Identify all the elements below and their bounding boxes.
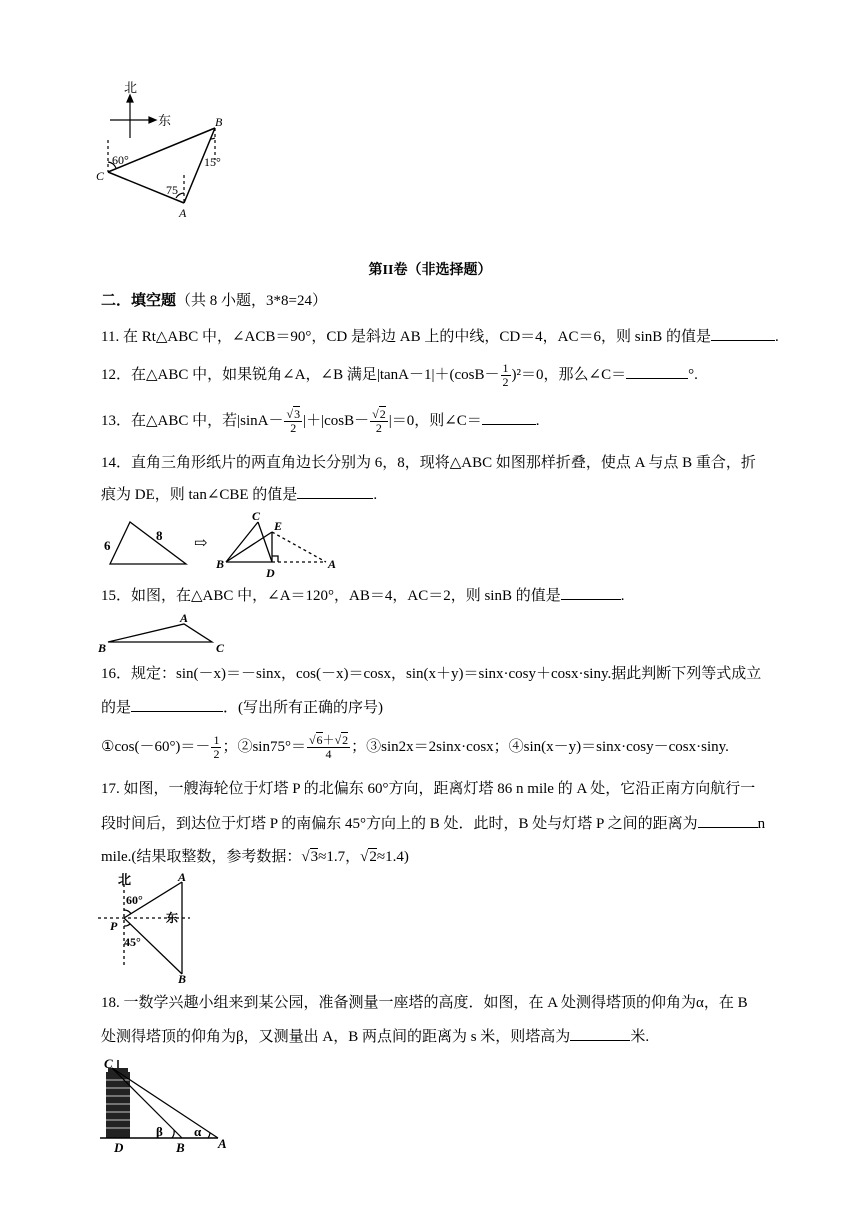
q16-opt1-num: 1 (213, 733, 220, 747)
lighthouse-east: 东 (166, 911, 179, 925)
angle-75-label: 75 (166, 183, 178, 197)
tower-point-c: C (104, 1056, 113, 1071)
q11-answer-blank[interactable] (711, 326, 775, 341)
question-18-line1: 18. 一数学兴趣小组来到某公园，准备测量一座塔的高度．如图，在 A 处测得塔顶的仰角为α，在 B (101, 995, 748, 1011)
q17-answer-blank[interactable] (698, 813, 758, 828)
north-label: 北 (124, 80, 138, 95)
tri120-point-a: A (180, 612, 189, 625)
q12-answer-blank[interactable] (626, 364, 688, 379)
q14-line2-text: 痕为 DE，则 tan∠CBE 的值是 (101, 487, 298, 503)
lighthouse-north: 北 (118, 872, 132, 887)
figure-lighthouse (94, 870, 204, 984)
q13-answer-blank[interactable] (482, 410, 536, 425)
q13-f1-radicand: 3 (294, 407, 301, 421)
point-b-label: B (215, 115, 223, 129)
lighthouse-point-a: A (178, 870, 187, 884)
q13-mid: |＋|cosB－ (303, 412, 370, 429)
q16-opt2-plus: ＋ (322, 733, 335, 747)
figure-fold-triangle (100, 510, 350, 580)
tower-point-a: A (218, 1136, 227, 1151)
tower-angle-alpha: α (194, 1124, 202, 1139)
q13-f1-num: √3 (286, 407, 301, 421)
q17-line2-pre: 段时间后，到达位于灯塔 P 的南偏东 45°方向上的 B 处．此时，B 处与灯塔 P 之间的距离为 (101, 816, 698, 832)
lighthouse-point-b: B (178, 972, 187, 984)
q18-line2-pre: 处测得塔顶的仰角为β，又测量出 A，B 两点间的距离为 s 米，则塔高为 (101, 1029, 571, 1045)
q13-f2-den: 2 (375, 421, 382, 435)
fold-side-6: 6 (104, 538, 111, 553)
q15-answer-blank[interactable] (561, 585, 621, 600)
q16-opt2-radicand-b: 2 (342, 733, 349, 747)
figure-tower (96, 1056, 236, 1156)
question-15 (101, 585, 624, 606)
tower-point-d: D (114, 1140, 124, 1155)
q12-mid: )²＝0，那么∠C＝ (511, 366, 627, 383)
section-heading (101, 291, 327, 311)
tri120-point-b: B (98, 641, 107, 654)
lighthouse-angle60: 60° (126, 893, 143, 907)
q17-line3-pre: mile.(结果取整数，参考数据： (101, 849, 302, 865)
q14-end: . (373, 487, 378, 503)
q13-f2-num: √2 (372, 407, 386, 421)
q12-fraction (501, 362, 511, 389)
question-16-line1: 16．规定：sin(－x)＝－sinx，cos(－x)＝cosx，sin(x＋y)＝sinx·cosy＋cosx·siny.据此判断下列等式成立 (101, 666, 762, 682)
q13-pre: 13．在△ABC 中，若|sinA－ (101, 412, 284, 429)
q16-opt2-pre: ；②sin75°＝ (222, 738, 306, 755)
angle-60-label: 60° (112, 153, 129, 167)
fold-point-a: A (328, 557, 337, 571)
q16-line2-pre: 的是 (101, 700, 132, 716)
fold-point-e: E (274, 519, 283, 533)
question-17-line2 (101, 813, 765, 834)
question-14-line2 (101, 484, 377, 505)
fold-side-8: 8 (156, 528, 163, 543)
q13-fraction-2 (370, 408, 388, 435)
q15-text: 15．如图，在△ABC 中，∠A＝120°，AB＝4，AC＝2，则 sinB 的值是 (101, 588, 561, 604)
q15-end: . (620, 588, 625, 604)
q16-opt1-den: 2 (213, 747, 220, 761)
question-12 (101, 362, 698, 389)
q11-end: . (775, 329, 779, 345)
q17-sqrt3: 3 (310, 849, 319, 865)
q12-pre: 12．在△ABC 中，如果锐角∠A，∠B 满足|tanA－1|＋(cosB－ (101, 366, 500, 383)
section-heading-label: 二．填空题 (101, 293, 177, 309)
q12-frac-den: 2 (502, 375, 509, 389)
q12-frac-num: 1 (502, 361, 509, 375)
section-heading-note: （共 8 小题，3*8=24） (176, 293, 327, 309)
tower-angle-beta: β (156, 1124, 163, 1139)
fold-point-d: D (266, 566, 275, 580)
question-16-line2 (101, 697, 383, 718)
point-c-label: C (96, 169, 105, 183)
point-a-label: A (179, 206, 187, 220)
section-title: 第II卷（非选择题） (368, 263, 492, 278)
angle-15-label: 15° (204, 155, 221, 169)
question-11 (101, 326, 779, 347)
q12-end: °. (688, 366, 698, 383)
q18-answer-blank[interactable] (570, 1026, 630, 1041)
q18-line2-end: 米. (630, 1029, 650, 1045)
tri120-point-c: C (216, 641, 225, 654)
q16-opt2-num: √6＋√2 (308, 733, 349, 747)
q11-text: 11. 在 Rt△ABC 中，∠ACB＝90°，CD 是斜边 AB 上的中线，CD＝4，AC＝6，则 sinB 的值是 (101, 329, 712, 345)
question-14-line1: 14．直角三角形纸片的两直角边长分别为 6，8，现将△ABC 如图那样折叠，使点 A 与点 B 重合，折 (101, 455, 756, 471)
fold-point-b: B (216, 557, 225, 571)
question-17-line3: mile.(结果取整数，参考数据：√3≈1.7，√2≈1.4) (101, 849, 409, 865)
q14-answer-blank[interactable] (297, 484, 373, 499)
q13-end: . (535, 412, 540, 429)
q13-f1-den: 2 (290, 421, 297, 435)
q16-opt1-pre: ①cos(－60°)＝－ (101, 738, 211, 755)
question-13 (101, 408, 540, 435)
q16-opt2-radicand-a: 6 (316, 733, 323, 747)
question-17-line1: 17. 如图，一艘海轮位于灯塔 P 的北偏东 60°方向，距离灯塔 86 n mile 的 A 处，它沿正南方向航行一 (101, 781, 756, 797)
lighthouse-angle45: 45° (124, 935, 141, 949)
q16-answer-blank[interactable] (131, 697, 223, 712)
q16-opt1-fraction (211, 734, 221, 761)
figure-compass-triangle (92, 80, 232, 222)
fold-point-c: C (252, 510, 261, 523)
q13-f2-radicand: 2 (379, 407, 386, 421)
tower-point-b: B (176, 1140, 185, 1155)
lighthouse-point-p: P (110, 919, 118, 933)
q13-post: |＝0，则∠C＝ (388, 412, 482, 429)
q17-line3-end: ≈1.4) (376, 849, 409, 865)
q13-fraction-1 (284, 408, 302, 435)
q16-opt-rest: ；③sin2x＝2sinx·cosx；④sin(x－y)＝sinx·cosy－cosx·siny. (351, 738, 729, 755)
q17-sqrt2: 2 (369, 849, 377, 865)
q16-line2-post: ．(写出所有正确的序号) (223, 700, 384, 716)
question-16-options (101, 734, 729, 761)
q16-opt2-fraction (307, 734, 350, 761)
q16-opt2-den: 4 (325, 747, 332, 761)
east-label: 东 (158, 113, 172, 128)
figure-triangle-120 (98, 612, 238, 654)
question-18-line2 (101, 1026, 649, 1047)
q17-line2-end: n (757, 816, 766, 832)
fold-arrow-icon: ⇨ (194, 535, 208, 552)
q17-line3-mid: ≈1.7， (318, 849, 361, 865)
